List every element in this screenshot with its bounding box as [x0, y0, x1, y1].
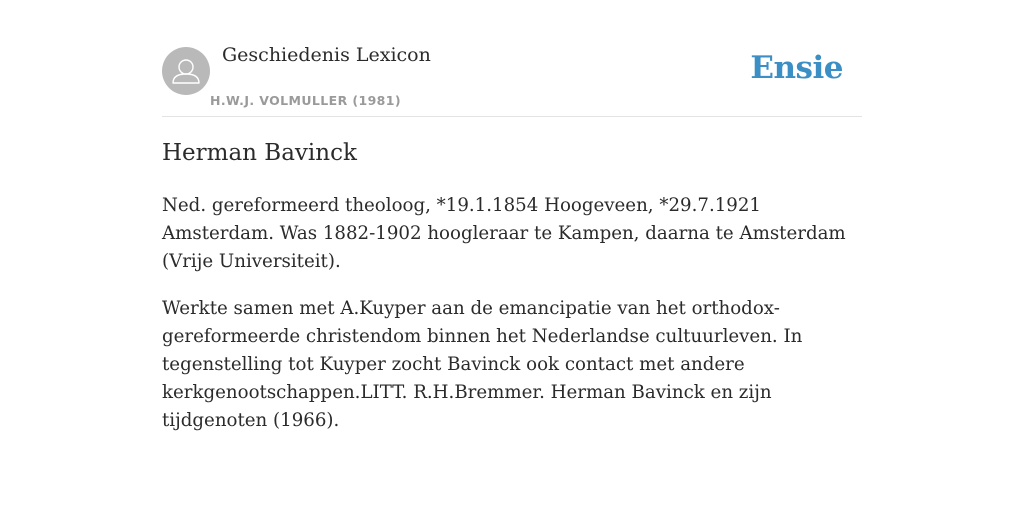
entry-header [162, 0, 862, 117]
author-byline: H.W.J. VOLMULLER (1981) [210, 93, 401, 108]
entry-body [162, 192, 862, 454]
user-icon[interactable] [162, 47, 210, 95]
entry-paragraph: Ned. gereformeerd theoloog, *19.1.1854 Hoogeveen, *29.7.1921 Amsterdam. Was 1882-1902 hoogleraar te Kampen, daarna te Amsterdam (Vrije Universiteit). [162, 195, 846, 272]
entry-title: Herman Bavinck [162, 140, 357, 166]
lexicon-name[interactable]: Geschiedenis Lexicon [222, 44, 431, 66]
entry-paragraph: Werkte samen met A.Kuyper aan de emancipatie van het orthodox-gereformeerde christendom binnen het Nederlandse cultuurleven. In tegenstelling tot Kuyper zocht Bavinck ook contact met andere kerkgenootschappen.LITT. R.H.Bremmer. Herman Bavinck en zijn tijdgenoten (1966). [162, 298, 803, 431]
entry-card [162, 0, 862, 512]
ensie-logo[interactable]: Ensie [750, 50, 843, 86]
